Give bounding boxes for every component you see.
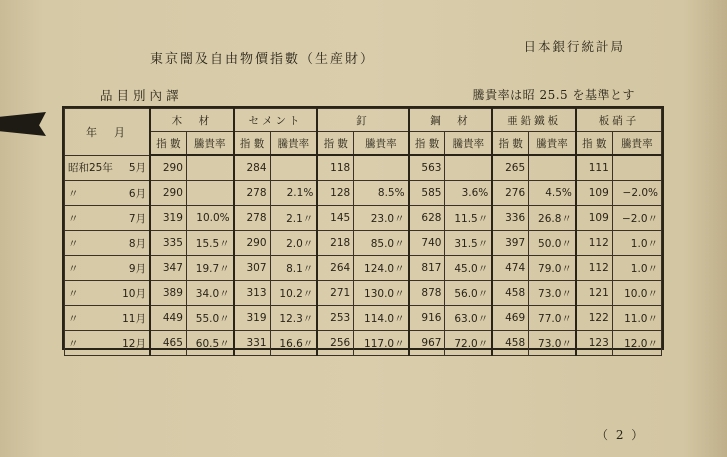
month-cell [65, 181, 151, 206]
index-value-cell: 313 [234, 281, 270, 306]
table-row [65, 281, 662, 306]
month-label: 5月 [128, 162, 146, 175]
index-value-cell: 331 [234, 331, 270, 356]
binding-mark [0, 112, 46, 136]
rise-rate-cell: 34.0〃 [186, 281, 233, 306]
index-value-cell: 397 [492, 231, 528, 256]
rise-rate-cell: 10.0〃 [612, 281, 661, 306]
sub-header-rise-rate: 騰貴率 [445, 132, 492, 156]
year-label: 〃 [68, 237, 79, 250]
index-value-cell: 967 [409, 331, 445, 356]
year-label: 昭和25年 [68, 162, 113, 175]
group-header-galvanized-sheet: 亜鉛鐵板 [492, 109, 576, 132]
index-value-cell: 319 [234, 306, 270, 331]
index-value-cell: 145 [317, 206, 353, 231]
index-value-cell: 111 [576, 155, 612, 181]
index-value-cell: 335 [150, 231, 186, 256]
rise-rate-cell: 26.8〃 [529, 206, 576, 231]
rise-rate-cell: 8.5% [354, 181, 409, 206]
issuing-bureau: 日本銀行統計局 [523, 39, 625, 54]
index-value-cell: 449 [150, 306, 186, 331]
index-value-cell: 290 [234, 231, 270, 256]
index-value-cell: 118 [317, 155, 353, 181]
table-row [65, 155, 662, 181]
index-value-cell: 278 [234, 181, 270, 206]
index-value-cell: 585 [409, 181, 445, 206]
rise-rate-cell: 16.6〃 [270, 331, 317, 356]
rise-rate-cell: 8.1〃 [270, 256, 317, 281]
rise-rate-cell: 19.7〃 [186, 256, 233, 281]
rise-rate-cell: 10.0% [186, 206, 233, 231]
month-label: 12月 [122, 337, 146, 350]
year-label: 〃 [68, 337, 79, 350]
index-value-cell: 458 [492, 331, 528, 356]
index-value-cell: 122 [576, 306, 612, 331]
rise-rate-cell [186, 181, 233, 206]
group-header-nails: 釘 [317, 109, 408, 132]
rise-rate-cell: 79.0〃 [529, 256, 576, 281]
breakdown-label: 品目別內譯 [100, 88, 183, 103]
month-label: 8月 [128, 237, 146, 250]
rise-rate-cell: 55.0〃 [186, 306, 233, 331]
month-label: 10月 [122, 287, 146, 300]
table-row [65, 256, 662, 281]
sub-header-index: 指 數 [492, 132, 528, 156]
index-value-cell: 336 [492, 206, 528, 231]
index-value-cell: 307 [234, 256, 270, 281]
index-value-cell: 276 [492, 181, 528, 206]
rise-rate-cell: 2.1% [270, 181, 317, 206]
rise-rate-cell: 114.0〃 [354, 306, 409, 331]
index-value-cell: 123 [576, 331, 612, 356]
index-value-cell: 878 [409, 281, 445, 306]
group-header-lumber: 木 材 [150, 109, 234, 132]
rise-rate-cell: 4.5% [529, 181, 576, 206]
index-value-cell: 265 [492, 155, 528, 181]
index-value-cell: 319 [150, 206, 186, 231]
index-value-cell: 128 [317, 181, 353, 206]
rise-rate-cell: 2.1〃 [270, 206, 317, 231]
index-value-cell: 740 [409, 231, 445, 256]
table-body [65, 155, 662, 356]
basis-note: 騰貴率は昭 25.5 を基準とす [472, 88, 635, 102]
rise-rate-cell: 117.0〃 [354, 331, 409, 356]
rise-rate-cell: 15.5〃 [186, 231, 233, 256]
month-label: 7月 [128, 212, 146, 225]
rise-rate-cell: 3.6% [445, 181, 492, 206]
rise-rate-cell [186, 155, 233, 181]
index-value-cell: 563 [409, 155, 445, 181]
document-title: 東京闇及自由物價指數（生産財） [150, 52, 376, 67]
sub-header-index: 指 數 [409, 132, 445, 156]
rise-rate-cell: 31.5〃 [445, 231, 492, 256]
sub-header-index: 指 數 [150, 132, 186, 156]
rise-rate-cell: 124.0〃 [354, 256, 409, 281]
rise-rate-cell: −2.0% [612, 181, 661, 206]
index-value-cell: 290 [150, 155, 186, 181]
index-value-cell: 817 [409, 256, 445, 281]
rise-rate-cell [529, 155, 576, 181]
month-cell [65, 331, 151, 356]
index-value-cell: 112 [576, 231, 612, 256]
rise-rate-cell: 2.0〃 [270, 231, 317, 256]
rise-rate-cell: 72.0〃 [445, 331, 492, 356]
month-cell [65, 281, 151, 306]
rise-rate-cell: 56.0〃 [445, 281, 492, 306]
rise-rate-cell: 130.0〃 [354, 281, 409, 306]
rise-rate-cell: 11.5〃 [445, 206, 492, 231]
year-label: 〃 [68, 187, 79, 200]
index-value-cell: 474 [492, 256, 528, 281]
index-value-cell: 253 [317, 306, 353, 331]
rise-rate-cell: 10.2〃 [270, 281, 317, 306]
table-row [65, 181, 662, 206]
sub-header-index: 指 數 [317, 132, 353, 156]
month-label: 6月 [128, 187, 146, 200]
month-cell [65, 231, 151, 256]
index-value-cell: 109 [576, 206, 612, 231]
sub-header-index: 指 數 [234, 132, 270, 156]
sub-header-rise-rate: 騰貴率 [529, 132, 576, 156]
index-value-cell: 264 [317, 256, 353, 281]
rise-rate-cell: 45.0〃 [445, 256, 492, 281]
index-value-cell: 284 [234, 155, 270, 181]
index-value-cell: 916 [409, 306, 445, 331]
rise-rate-cell [612, 155, 661, 181]
group-header-steel: 鋼 材 [409, 109, 493, 132]
index-value-cell: 628 [409, 206, 445, 231]
index-value-cell: 271 [317, 281, 353, 306]
month-cell [65, 256, 151, 281]
page-number: （ 2 ） [596, 428, 646, 442]
price-index-table [62, 106, 664, 350]
rise-rate-cell [354, 155, 409, 181]
rise-rate-cell [270, 155, 317, 181]
table-row [65, 206, 662, 231]
group-header-plate-glass: 板硝子 [576, 109, 662, 132]
index-value-cell: 109 [576, 181, 612, 206]
sub-header-rise-rate: 騰貴率 [354, 132, 409, 156]
rise-rate-cell: 77.0〃 [529, 306, 576, 331]
month-label: 11月 [122, 312, 146, 325]
year-label: 〃 [68, 287, 79, 300]
index-value-cell: 121 [576, 281, 612, 306]
index-value-cell: 458 [492, 281, 528, 306]
index-value-cell: 256 [317, 331, 353, 356]
month-cell [65, 155, 151, 181]
month-column-header: 年 月 [65, 109, 151, 156]
rise-rate-cell: −2.0〃 [612, 206, 661, 231]
group-header-cement: セメント [234, 109, 318, 132]
year-label: 〃 [68, 212, 79, 225]
rise-rate-cell: 11.0〃 [612, 306, 661, 331]
rise-rate-cell: 60.5〃 [186, 331, 233, 356]
sub-header-rise-rate: 騰貴率 [270, 132, 317, 156]
rise-rate-cell: 23.0〃 [354, 206, 409, 231]
rise-rate-cell [445, 155, 492, 181]
month-cell [65, 206, 151, 231]
index-value-cell: 278 [234, 206, 270, 231]
index-value-cell: 465 [150, 331, 186, 356]
rise-rate-cell: 63.0〃 [445, 306, 492, 331]
sub-header-rise-rate: 騰貴率 [612, 132, 661, 156]
rise-rate-cell: 12.3〃 [270, 306, 317, 331]
table-row [65, 331, 662, 356]
month-cell [65, 306, 151, 331]
rise-rate-cell: 1.0〃 [612, 256, 661, 281]
sub-header-rise-rate: 騰貴率 [186, 132, 233, 156]
year-label: 〃 [68, 312, 79, 325]
rise-rate-cell: 73.0〃 [529, 281, 576, 306]
index-value-cell: 290 [150, 181, 186, 206]
rise-rate-cell: 50.0〃 [529, 231, 576, 256]
rise-rate-cell: 85.0〃 [354, 231, 409, 256]
index-value-cell: 218 [317, 231, 353, 256]
sub-header-index: 指 數 [576, 132, 612, 156]
month-label: 9月 [128, 262, 146, 275]
year-label: 〃 [68, 262, 79, 275]
rise-rate-cell: 12.0〃 [612, 331, 661, 356]
table-row [65, 231, 662, 256]
table-row [65, 306, 662, 331]
index-value-cell: 347 [150, 256, 186, 281]
rise-rate-cell: 73.0〃 [529, 331, 576, 356]
index-value-cell: 389 [150, 281, 186, 306]
index-value-cell: 112 [576, 256, 612, 281]
rise-rate-cell: 1.0〃 [612, 231, 661, 256]
index-value-cell: 469 [492, 306, 528, 331]
